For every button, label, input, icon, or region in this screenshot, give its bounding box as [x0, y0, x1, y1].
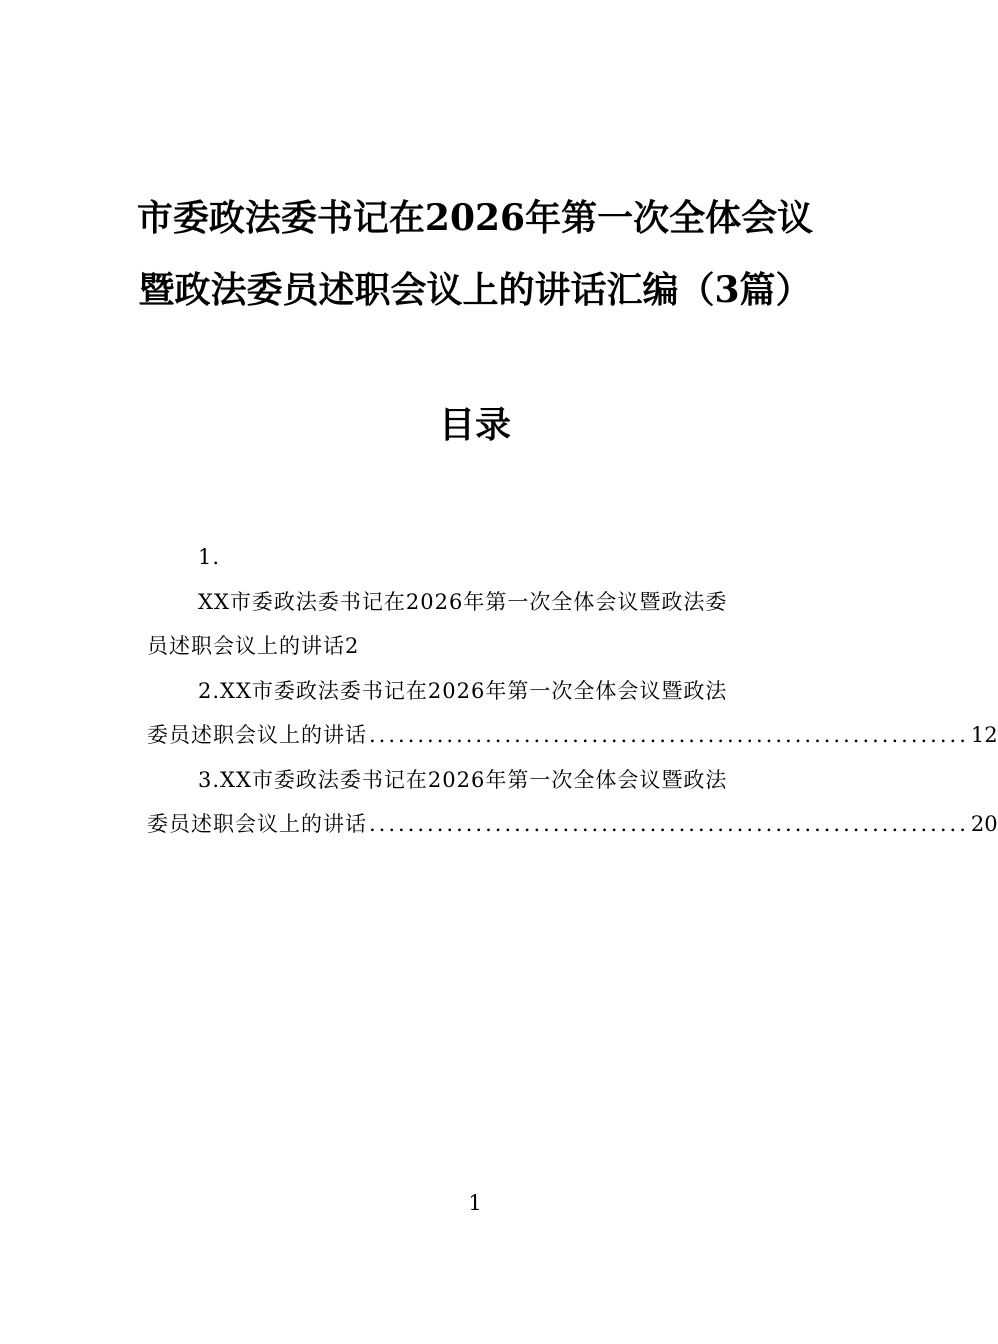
toc-entry-3-page: 20 — [970, 812, 998, 836]
toc-entry-1-number[interactable]: 1. — [198, 545, 221, 569]
toc-entry-3-line[interactable] — [147, 809, 998, 839]
toc-heading: 目录 — [438, 404, 511, 446]
page-number: 1 — [468, 1191, 482, 1215]
toc-entry-2-title[interactable]: 2.XX市委政法委书记在2026年第一次全体会议暨政法 — [198, 679, 728, 703]
toc-entry-2-title-continued: 委员述职会议上的讲话 — [147, 723, 367, 747]
toc-entry-3-leader: .............................................................. — [369, 812, 969, 836]
document-title-line-2: 暨政法委员述职会议上的讲话汇编（3篇） — [138, 269, 812, 311]
toc-entry-1-title[interactable]: XX市委政法委书记在2026年第一次全体会议暨政法委 — [198, 590, 728, 614]
toc-entry-2-page: 12 — [970, 723, 998, 747]
toc-entry-3-title[interactable]: 3.XX市委政法委书记在2026年第一次全体会议暨政法 — [198, 768, 728, 792]
toc-entry-2-line[interactable] — [147, 720, 998, 750]
toc-entry-2-leader: .............................................................. — [369, 723, 969, 747]
toc-entry-3-title-continued: 委员述职会议上的讲话 — [147, 812, 367, 836]
document-title-line-1: 市委政法委书记在2026年第一次全体会议 — [136, 197, 814, 239]
toc-entry-1-title-continued[interactable]: 员述职会议上的讲话2 — [147, 634, 360, 658]
